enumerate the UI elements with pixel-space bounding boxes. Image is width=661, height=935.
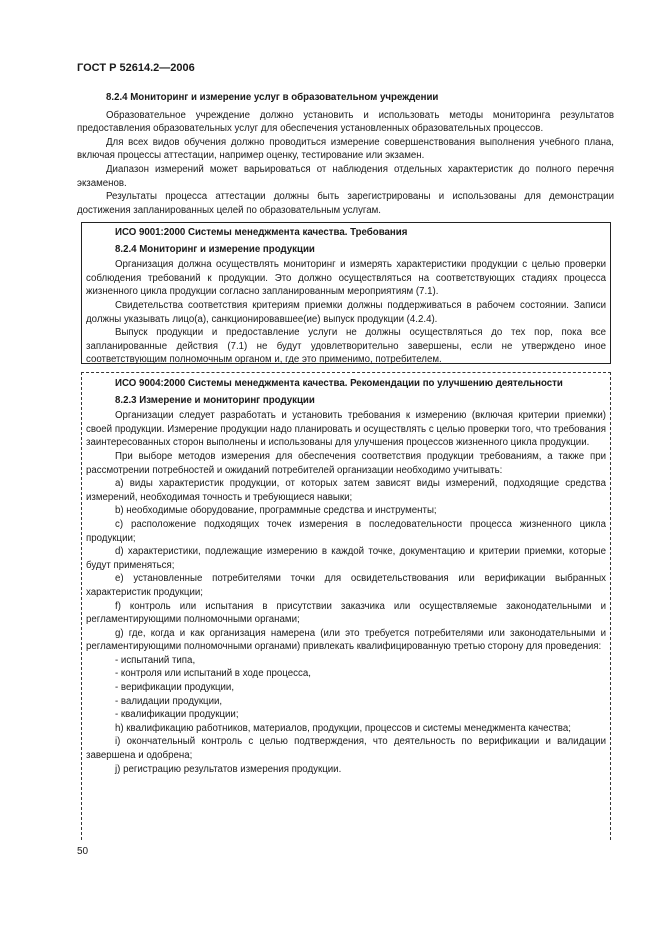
list-item: h) квалификацию работников, материалов, продукции, процессов и системы менеджмента качества; xyxy=(115,722,571,734)
list-item: e) установленные потребителями точки для освидетельствования или верификации выбранных характеристик продукции; xyxy=(86,573,606,598)
section-paragraph: Результаты процесса аттестации должны быть зарегистрированы и использованы для демонстрации достижения запланированных целей по образовательным услугам. xyxy=(77,191,614,216)
section-heading: 8.2.4 Мониторинг и измерение услуг в образовательном учреждении xyxy=(106,92,439,103)
list-item: g) где, когда и как организация намерена (или это требуется потребителями или законодательными и регламентирующими полномочными органами) привлекать квалифицированную третью сторону для проведения: xyxy=(86,627,606,653)
list-item: i) окончательный контроль с целью подтверждения, что деятельность по верификации и валидации завершена и одобрена; xyxy=(86,736,606,762)
iso9001-requirements-box xyxy=(81,222,611,364)
iso9004-box-title: ИСО 9004:2000 Системы менеджмента качества. Рекомендации по улучшению деятельности xyxy=(115,378,563,389)
iso9004-paragraph: Организации следует разработать и установить требования к измерению (включая критерии приемки) своей продукции. Измерение продукции надо планировать и осуществлять с целью проверки того, что требования заинтересованных сторон выполнены и использованы для улучшения процессов жизненного цикла продукции. xyxy=(86,410,606,449)
list-item: j) регистрацию результатов измерения продукции. xyxy=(115,763,342,775)
iso9001-paragraph: Выпуск продукции и предоставление услуги не должны осуществляться до тех пор, пока все запланированные действия (7.1) не будут удовлетворительно завершены, если не утверждено иное соответствующим полномочным органом и, где это применимо, потребителем. xyxy=(86,327,606,366)
iso9001-paragraph: Организация должна осуществлять мониторинг и измерять характеристики продукции с целью проверки соблюдения требований к продукции. Это должно осуществляться на соответствующих стадиях процесса жизненного цикла продукции согласно запланированным мероприятиям (7.1). xyxy=(86,259,606,298)
dash-item: - контроля или испытаний в ходе процесса, xyxy=(115,668,311,680)
iso9001-subheading: 8.2.4 Мониторинг и измерение продукции xyxy=(115,243,315,255)
iso9004-recommendations-box xyxy=(81,372,611,840)
section-8-2-4 xyxy=(77,91,614,217)
section-paragraph: Образовательное учреждение должно установить и использовать методы мониторинга результатов предоставления образовательных услуг для обеспечения установленных образовательных процессов. xyxy=(77,109,614,135)
iso9004-subheading: 8.2.3 Измерение и мониторинг продукции xyxy=(115,394,315,406)
page-number: 50 xyxy=(77,846,89,857)
dash-item: - испытаний типа, xyxy=(115,654,196,666)
iso9001-box-title: ИСО 9001:2000 Системы менеджмента качества. Требования xyxy=(115,227,408,238)
list-item: c) расположение подходящих точек измерения в последовательности процесса жизненного цикла продукции; xyxy=(86,518,606,544)
dash-item: - верификации продукции, xyxy=(115,682,235,694)
list-item: a) виды характеристик продукции, от которых затем зависят виды измерений, подходящие средства измерений, необходимая точность и требующиеся навыки; xyxy=(86,478,606,503)
dash-item: - квалификации продукции; xyxy=(115,709,239,721)
iso9001-paragraph: Свидетельства соответствия критериям приемки должны поддерживаться в рабочем состоянии. Записи должны указывать лицо(а), санкционировавшее(ие) выпуск продукции (4.2.4). xyxy=(86,299,606,325)
section-paragraph: Диапазон измерений может варьироваться от наблюдения отдельных характеристик до полного перечня экзаменов. xyxy=(77,163,614,189)
section-paragraph: Для всех видов обучения должно проводиться измерение совершенствования выполнения учебного плана, включая процессы аттестации, например оценку, тестирование или экзамен. xyxy=(77,136,614,162)
document-id-header: ГОСТ Р 52614.2—2006 xyxy=(77,62,195,74)
iso9004-paragraph: При выборе методов измерения для обеспечения соответствия продукции требованиям, а также при рассмотрении потребностей и ожиданий потребителей организации необходимо учитывать: xyxy=(86,450,606,476)
list-item: b) необходимые оборудование, программные средства и инструменты; xyxy=(115,505,437,517)
dash-item: - валидации продукции, xyxy=(115,695,223,707)
list-item: f) контроль или испытания в присутствии заказчика или осуществляемые законодательными и регламентирующими полномочными органами; xyxy=(86,600,606,626)
list-item: d) характеристики, подлежащие измерению в каждой точке, документацию и критерии приемки, которые будут применяться; xyxy=(86,546,606,571)
